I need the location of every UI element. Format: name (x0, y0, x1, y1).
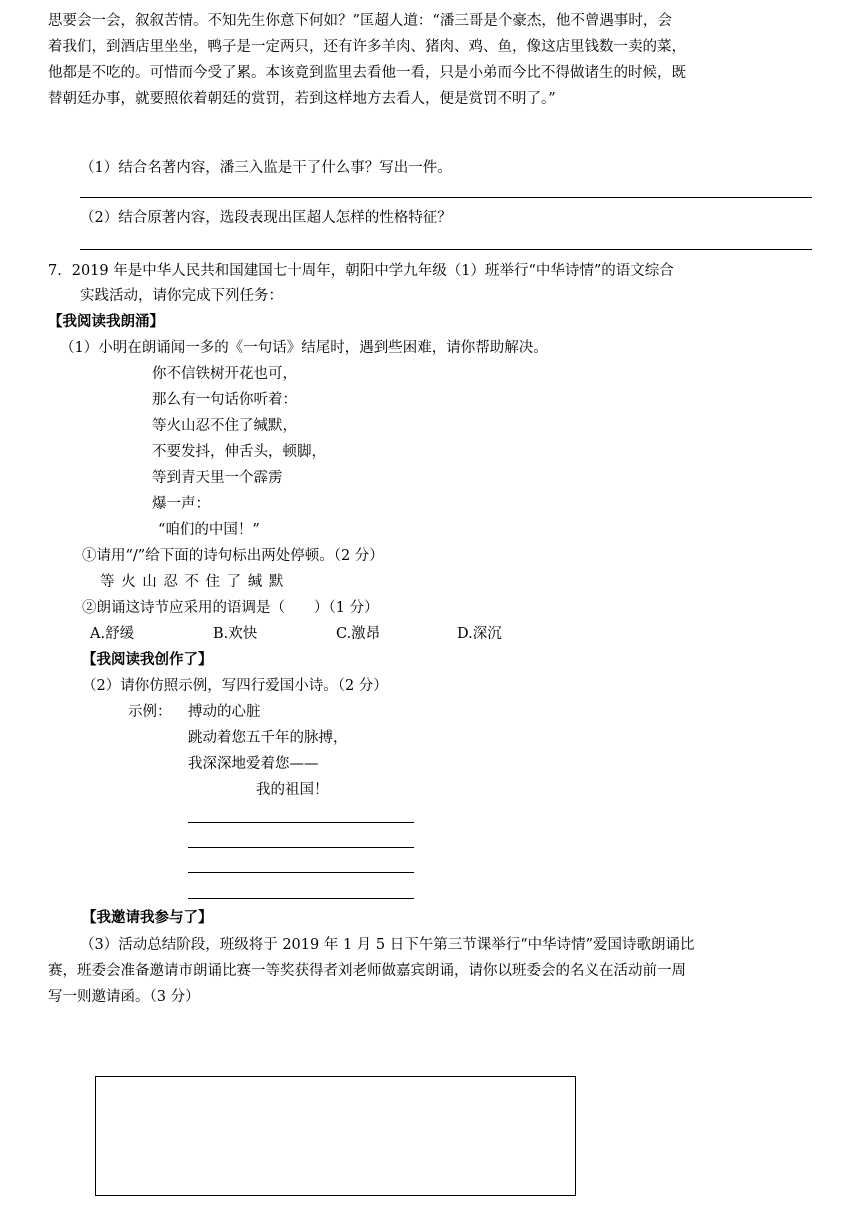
poem-line: “咱们的中国！” (158, 522, 260, 538)
subquestion-3-line: （3）活动总结阶段，班级将于 2019 年 1 月 5 日下午第三节课举行“中华诗情”爱国诗歌朗诵比 (80, 937, 695, 953)
poem-line: 等火山忍不住了缄默， (152, 418, 297, 434)
subquestion-2: （2）请你仿照示例，写四行爱国小诗。（2 分） (82, 678, 388, 694)
option-c[interactable]: C.激昂 (336, 626, 381, 642)
section-heading-read-recite: 【我阅读我朗涌】 (48, 314, 164, 330)
task-pause-line[interactable]: 等 火 山 忍 不 住 了 缄 默 (100, 574, 284, 590)
invitation-answer-box[interactable] (95, 1076, 576, 1196)
answer-line-6-1[interactable] (80, 197, 812, 198)
passage-line: 思要会一会，叙叙苦情。不知先生你意下何如？”匡超人道：“潘三哥是个豪杰，他不曾遇事时，会 (48, 13, 672, 29)
poem-answer-line[interactable] (188, 822, 414, 823)
poem-line: 你不信铁树开花也可， (152, 366, 297, 382)
example-label: 示例： (128, 704, 172, 720)
question-6-2: （2）结合原著内容，选段表现出匡超人怎样的性格特征？ (80, 210, 452, 226)
example-line: 我的祖国！ (256, 782, 329, 798)
poem-answer-line[interactable] (188, 898, 414, 899)
poem-line: 等到青天里一个霹雳 (152, 470, 283, 486)
poem-line: 那么有一句话你听着： (152, 392, 297, 408)
passage-line: 他都是不吃的。可惜而今受了累。本该竟到监里去看他一看，只是小弟而今比不得做诸生的时候，既 (48, 65, 686, 81)
subquestion-3-line: 赛，班委会准备邀请市朗诵比赛一等奖获得者刘老师做嘉宾朗诵，请你以班委会的名义在活动前一周 (48, 963, 686, 979)
poem-answer-line[interactable] (188, 847, 414, 848)
section-heading-invite: 【我邀请我参与了】 (82, 910, 213, 926)
poem-answer-line[interactable] (188, 872, 414, 873)
answer-line-6-2[interactable] (80, 249, 812, 250)
question-7-line: 7．2019 年是中华人民共和国建国七十周年，朝阳中学九年级（1）班举行“中华诗情”的语文综合 (48, 263, 674, 279)
task-tone: ②朗诵这诗节应采用的语调是（ ）（1 分） (82, 600, 379, 616)
poem-line: 爆一声： (152, 496, 210, 512)
example-line: 搏动的心脏 (188, 704, 261, 720)
example-line: 跳动着您五千年的脉搏， (188, 730, 348, 746)
task-pause-marks: ①请用“/”给下面的诗句标出两处停顿。（2 分） (82, 548, 384, 564)
question-6-1: （1）结合名著内容，潘三入监是干了什么事？写出一件。 (80, 160, 452, 176)
option-b[interactable]: B.欢快 (213, 626, 258, 642)
subquestion-1: （1）小明在朗诵闻一多的《一句话》结尾时，遇到些困难，请你帮助解决。 (60, 340, 548, 356)
passage-line: 替朝廷办事，就要照依着朝廷的赏罚，若到这样地方去看人，便是赏罚不明了。” (48, 91, 556, 107)
option-a[interactable]: A.舒缓 (90, 626, 135, 642)
option-d[interactable]: D.深沉 (457, 626, 502, 642)
poem-line: 不要发抖，伸舌头，顿脚， (152, 444, 326, 460)
question-7-line: 实践活动，请你完成下列任务： (80, 288, 283, 304)
section-heading-read-create: 【我阅读我创作了】 (82, 652, 213, 668)
example-line: 我深深地爱着您—— (188, 756, 319, 772)
subquestion-3-line: 写一则邀请函。（3 分） (48, 989, 200, 1005)
passage-line: 着我们，到酒店里坐坐，鸭子是一定两只，还有许多羊肉、猪肉、鸡、鱼，像这店里钱数一卖的菜， (48, 39, 686, 55)
